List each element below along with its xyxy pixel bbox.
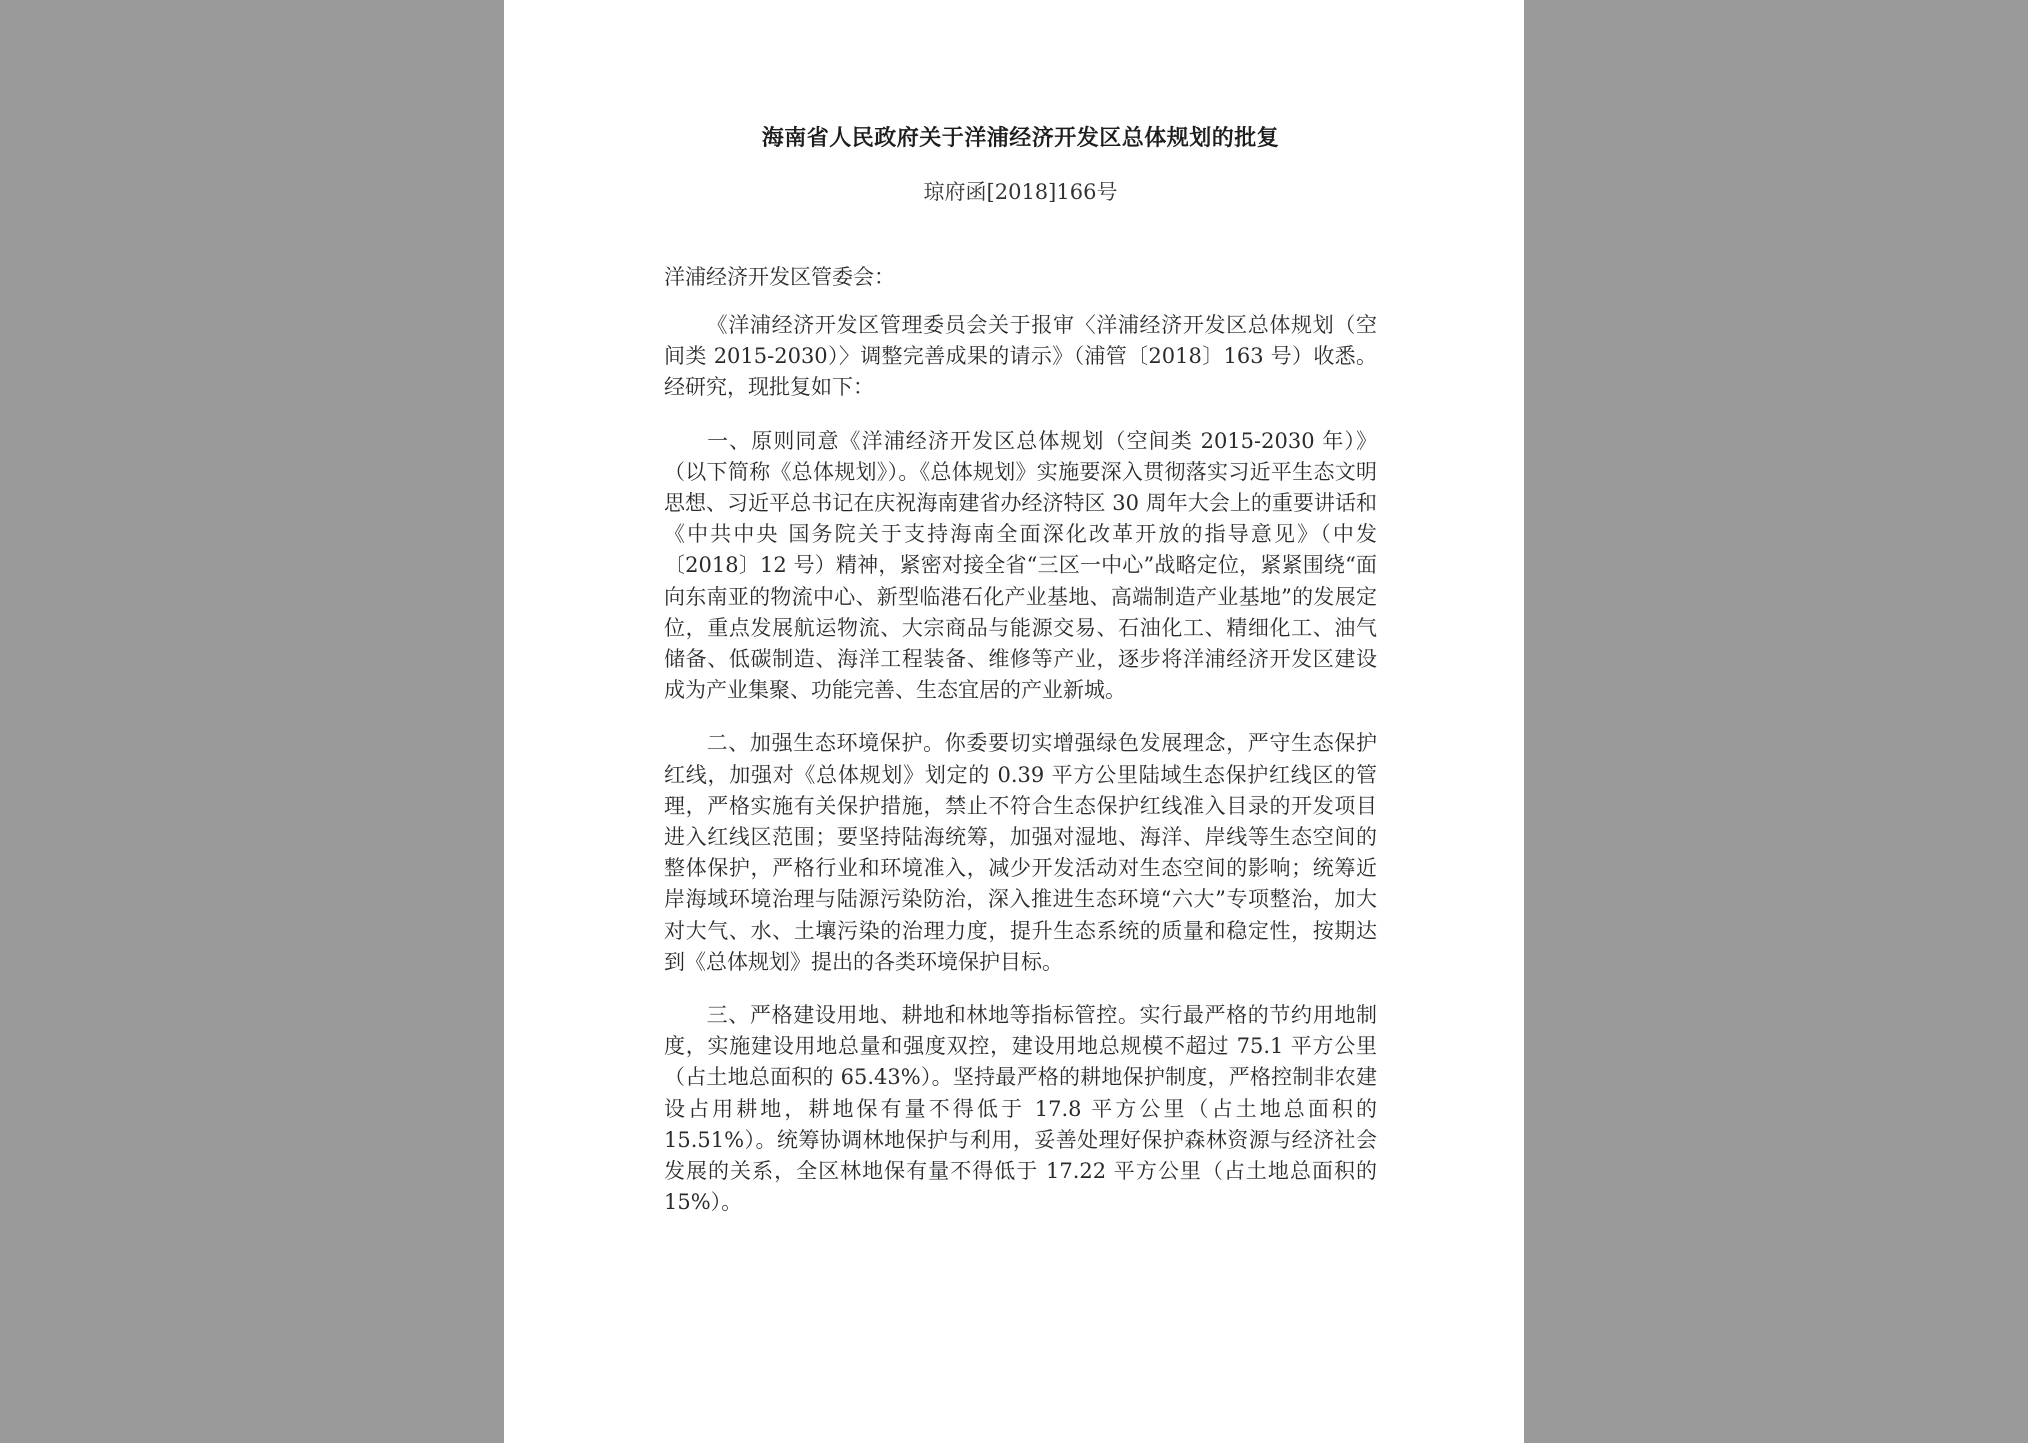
section-text-3: 三、严格建设用地、耕地和林地等指标管控。实行最严格的节约用地制度，实施建设用地总量和强度双控，建设用地总规模不超过 75.1 平方公里（占土地总面积的 65.43%）。坚持最严格的耕地保护制度，严格控制非农建设占用耕地，耕地保有量不得低于 17.8 平方公里（占土地总面积的 15.51%）。统筹协调林地保护与利用，妥善处理好保护森林资源与经济社会发展的关系，全区林地保有量不得低于 17.22 平方公里（占土地总面积的 15%）。 [664, 1003, 1377, 1215]
intro-text: 《洋浦经济开发区管理委员会关于报审〈洋浦经济开发区总体规划（空间类 2015-2030）〉调整完善成果的请示》（浦管〔2018〕163 号）收悉。经研究，现批复如下： [664, 313, 1377, 400]
section-paragraph-3 [664, 1000, 1377, 1218]
section-paragraph-1 [664, 426, 1377, 707]
document-title: 海南省人民政府关于洋浦经济开发区总体规划的批复 [761, 126, 1280, 151]
section-text-2: 二、加强生态环境保护。你委要切实增强绿色发展理念，严守生态保护红线，加强对《总体规划》划定的 0.39 平方公里陆域生态保护红线区的管理，严格实施有关保护措施，禁止不符合生态保护红线准入目录的开发项目进入红线区范围；要坚持陆海统筹，加强对湿地、海洋、岸线等生态空间的整体保护，严格行业和环境准入，减少开发活动对生态空间的影响；统筹近岸海域环境治理与陆源污染防治，深入推进生态环境“六大”专项整治，加大对大气、水、土壤污染的治理力度，提升生态系统的质量和稳定性，按期达到《总体规划》提出的各类环境保护目标。 [664, 731, 1377, 974]
section-paragraph-2 [664, 728, 1377, 978]
salutation: 洋浦经济开发区管委会： [664, 265, 895, 289]
intro-paragraph [664, 310, 1377, 404]
section-text-1: 一、原则同意《洋浦经济开发区总体规划（空间类 2015-2030 年）》（以下简称《总体规划》）。《总体规划》实施要深入贯彻落实习近平生态文明思想、习近平总书记在庆祝海南建省办经济特区 30 周年大会上的重要讲话和《中共中央 国务院关于支持海南全面深化改革开放的指导意见》（中发〔2018〕12 号）精神，紧密对接全省“三区一中心”战略定位，紧紧围绕“面向东南亚的物流中心、新型临港石化产业基地、高端制造产业基地”的发展定位，重点发展航运物流、大宗商品与能源交易、石油化工、精细化工、油气储备、低碳制造、海洋工程装备、维修等产业，逐步将洋浦经济开发区建设成为产业集聚、功能完善、生态宜居的产业新城。 [664, 428, 1377, 703]
document-page [504, 0, 1524, 1443]
document-number: 琼府函[2018]166号 [923, 180, 1118, 204]
